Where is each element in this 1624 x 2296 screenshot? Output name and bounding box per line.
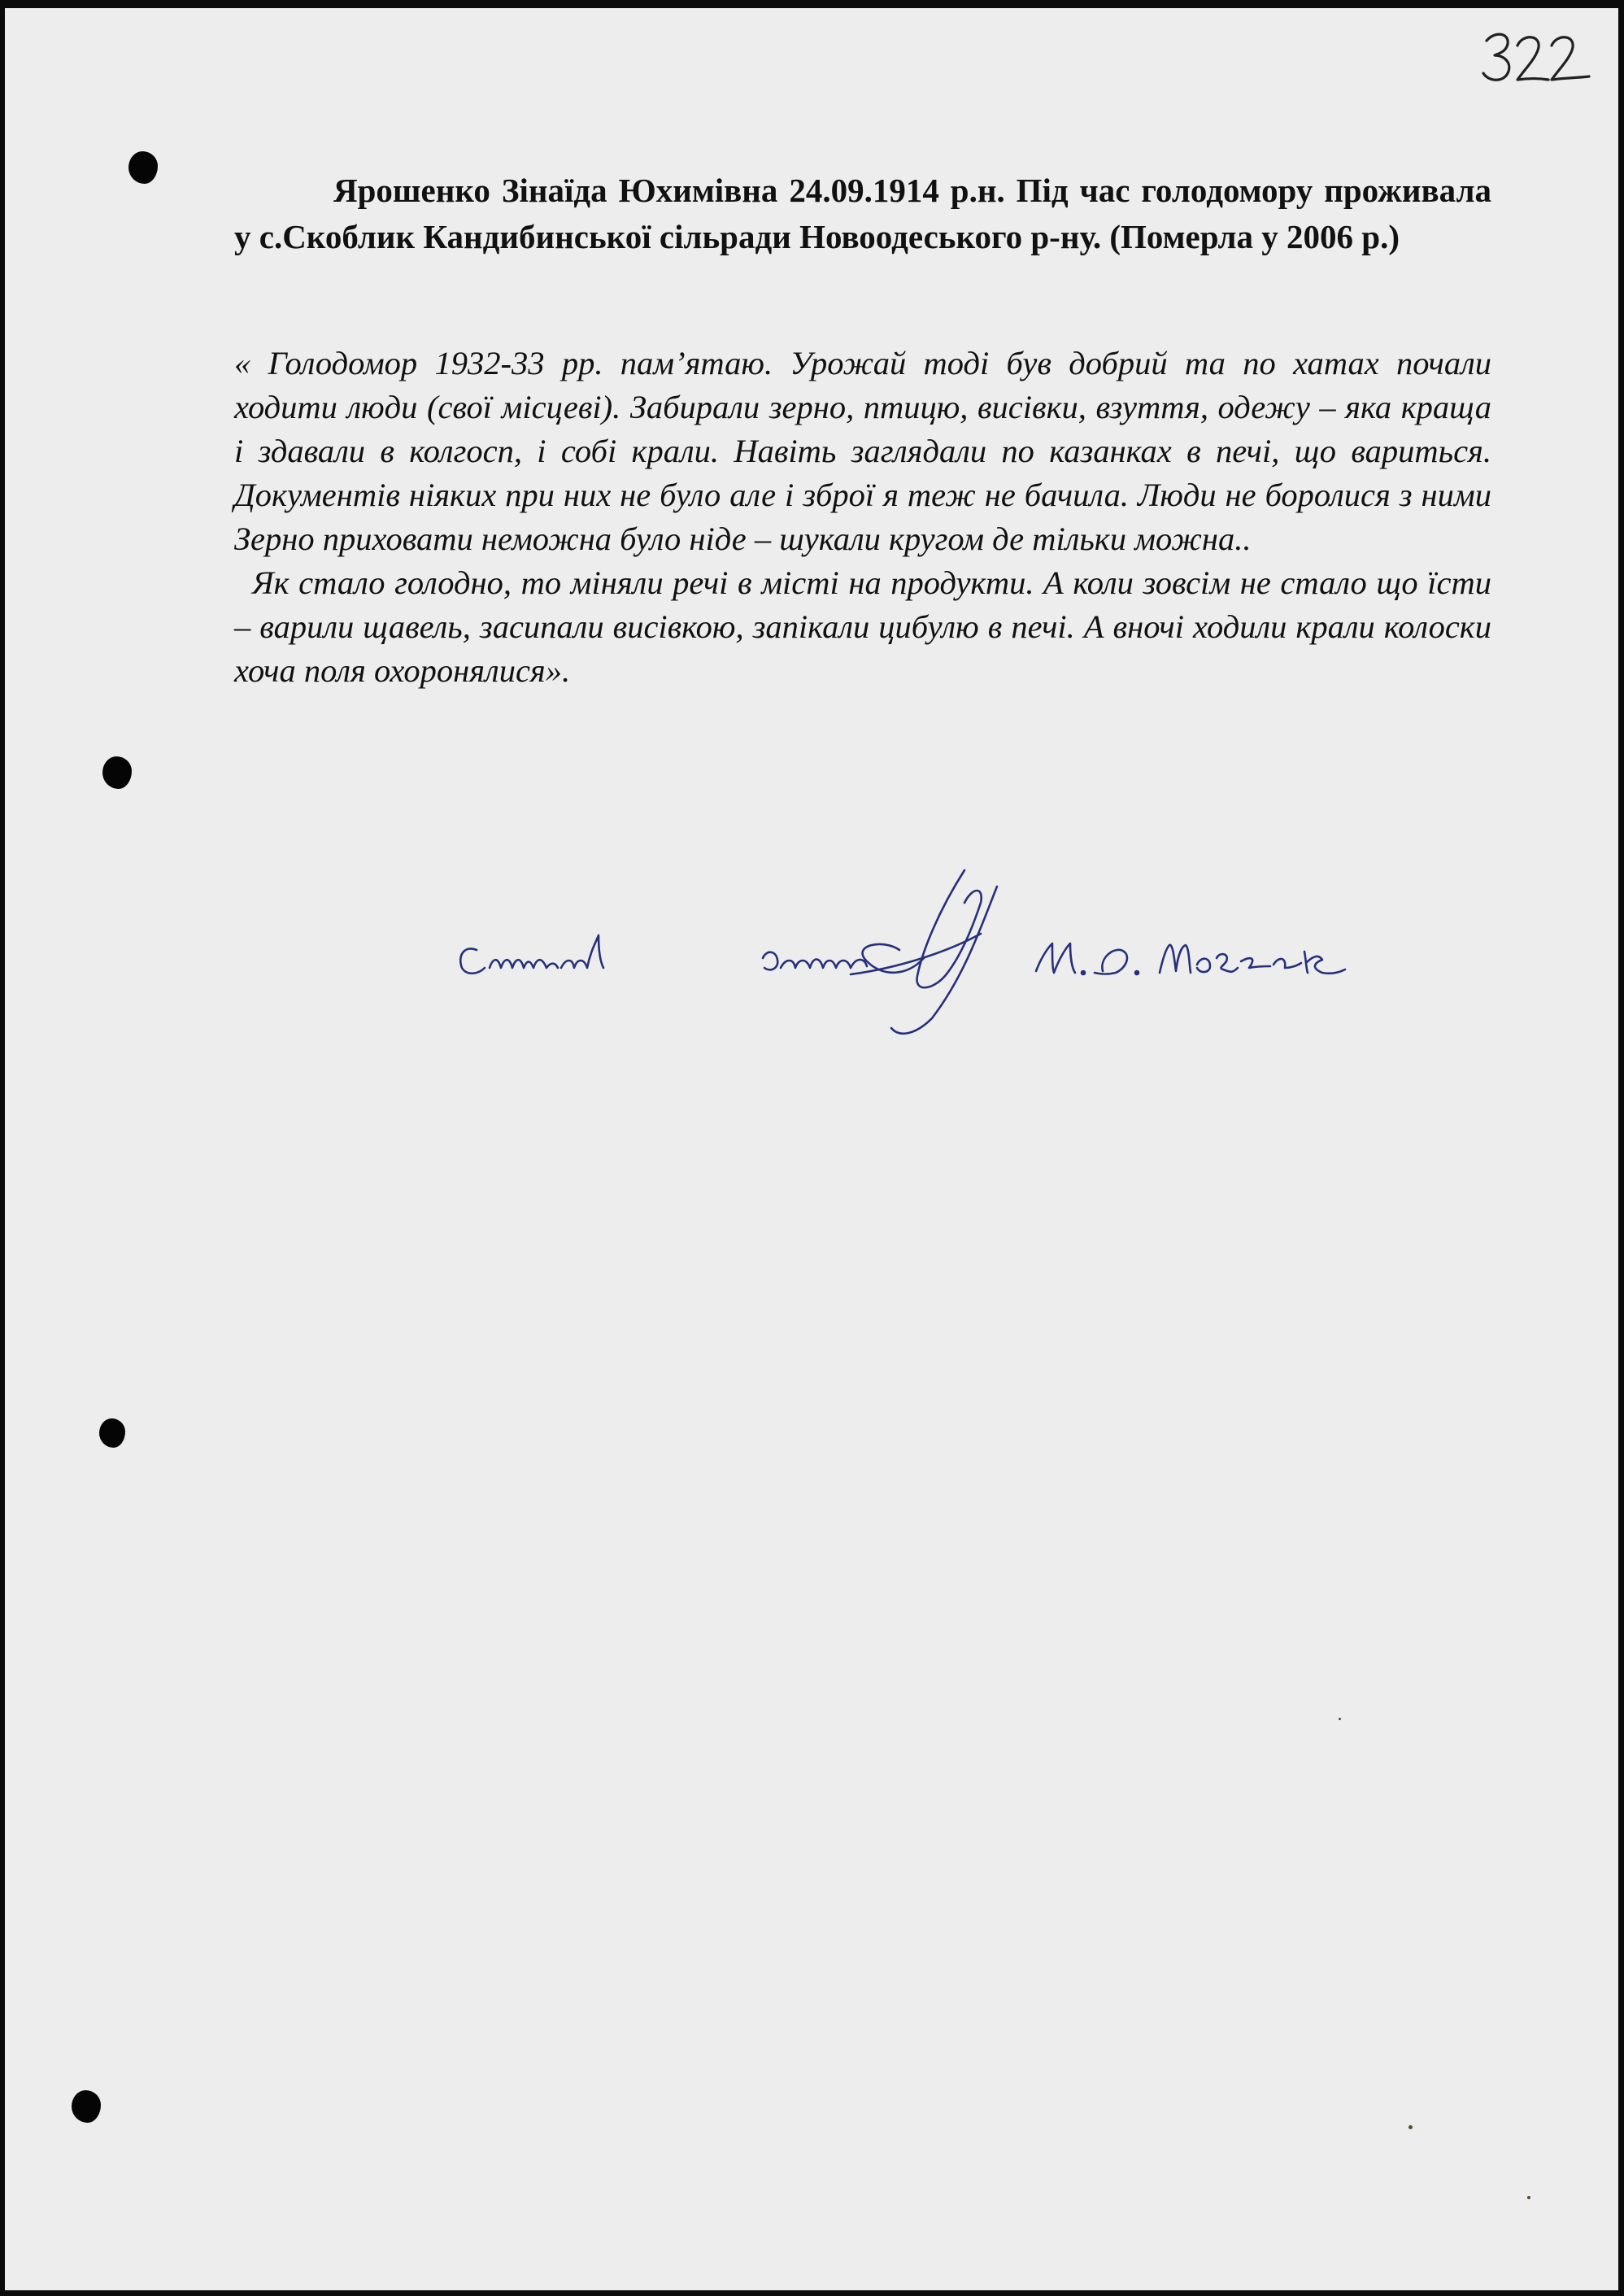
punch-hole <box>99 1418 125 1448</box>
punch-hole <box>102 756 132 789</box>
handwritten-signature <box>444 854 1371 1049</box>
paper-speck <box>1527 2196 1530 2199</box>
paper-speck <box>1339 1718 1341 1720</box>
punch-hole <box>72 2090 101 2123</box>
paper-speck <box>1408 2125 1413 2129</box>
witness-header: Ярошенко Зінаїда Юхимівна 24.09.1914 р.н. Під час голодомору проживала у с.Скоблик Кандибинської сільради Новоодеського р-ну. (Померла у 2006 р.) <box>234 172 1491 255</box>
archive-page-number <box>1475 23 1597 96</box>
signature-block <box>444 854 1371 1049</box>
testimony-text <box>234 342 1491 693</box>
testimony-paragraph: « Голодомор 1932-33 рр. пам’ятаю. Урожай тоді був добрий та по хатах почали ходити люди (свої місцеві). Забирали зерно, птицю, висівки, взуття, одежу – яка краща і здавали в колгосп, і собі крали. Навіть заглядали по казанках в печі, що вариться. Документів ніяких при них не було але і зброї я теж не бачила. Люди не боролися з ними Зерно приховати неможна було ніде – шукали кругом де тільки можна.. <box>234 345 1491 557</box>
archive-page-number-handwriting <box>1475 23 1597 96</box>
punch-hole <box>128 151 158 184</box>
testimony-paragraph: Як стало голодно, то міняли речі в місті на продукти. А коли зовсім не стало що їсти – варили щавель, засипали висівкою, запікали цибулю в печі. А вночі ходили крали колоски хоча поля охоронялися». <box>234 564 1491 689</box>
document-page <box>5 8 1618 2290</box>
